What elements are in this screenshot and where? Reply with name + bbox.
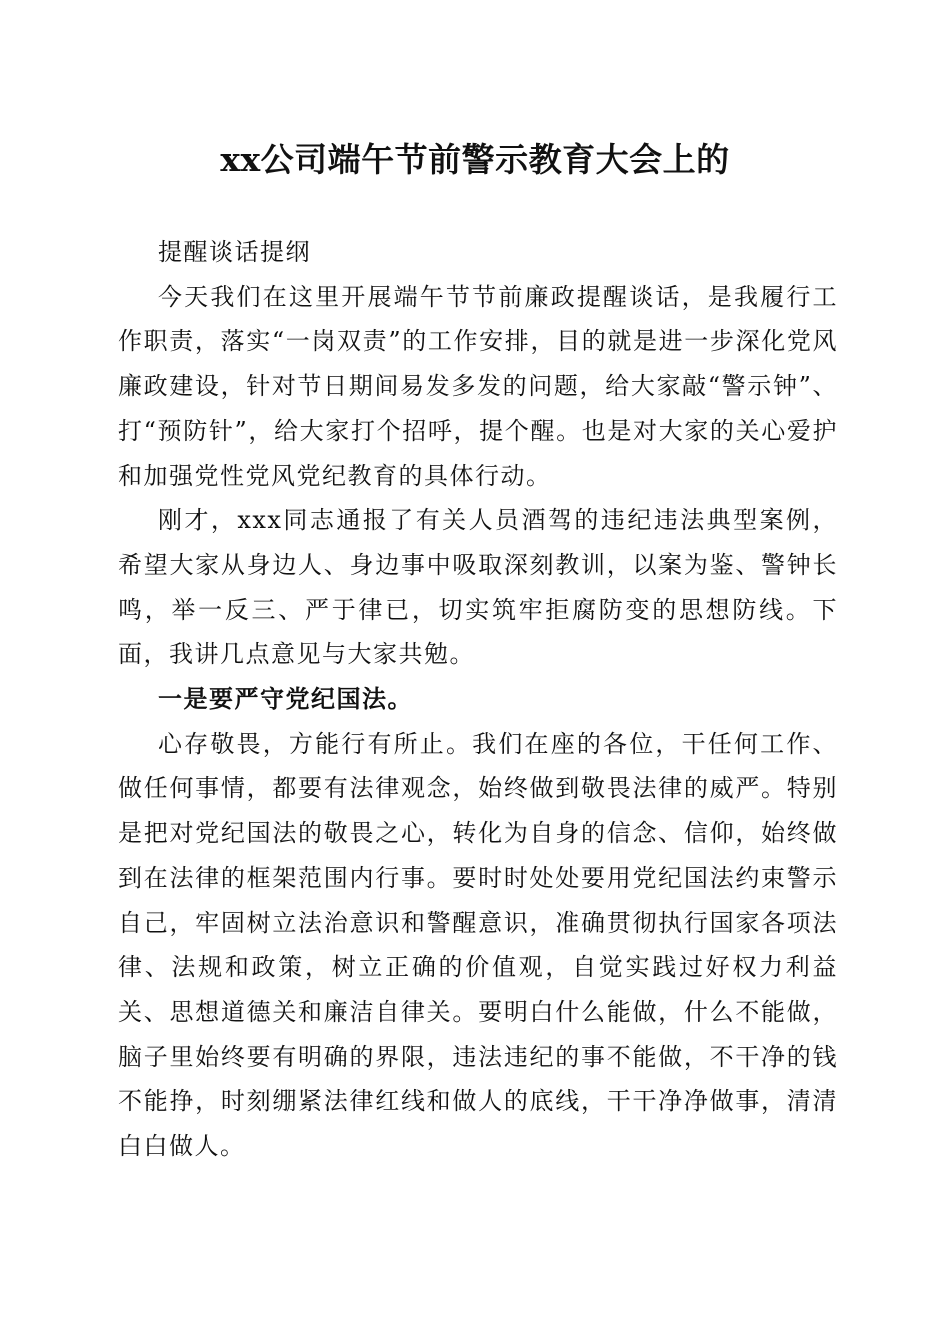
document-title: xx公司端午节前警示教育大会上的 [220, 140, 730, 179]
document-body [118, 230, 838, 1169]
case-report-paragraph: 刚才，xxx同志通报了有关人员酒驾的违纪违法典型案例，希望大家从身边人、身边事中吸取深刻教训，以案为鉴、警钟长鸣，举一反三、严于律已，切实筑牢拒腐防变的思想防线。下面，我讲几点意见与大家共勉。 [118, 506, 838, 669]
section-body-paragraph: 心存敬畏，方能行有所止。我们在座的各位，干任何工作、做任何事情，都要有法律观念，始终做到敬畏法律的威严。特别是把对党纪国法的敬畏之心，转化为自身的信念、信仰，始终做到在法律的框架范围内行事。要时时处处要用党纪国法约束警示自己，牢固树立法治意识和警醒意识，准确贯彻执行国家各项法律、法规和政策，树立正确的价值观，自觉实践过好权力利益关、思想道德关和廉洁自律关。要明白什么能做，什么不能做，脑子里始终要有明确的界限，违法违纪的事不能做，不干净的钱不能挣，时刻绷紧法律红线和做人的底线，干干净净做事，清清白白做人。 [118, 729, 838, 1161]
section-heading: 一是要严守党纪国法。 [158, 684, 413, 714]
intro-paragraph: 今天我们在这里开展端午节节前廉政提醒谈话，是我履行工作职责，落实“一岗双责”的工作安排，目的就是进一步深化党风廉政建设，针对节日期间易发多发的问题，给大家敲“警示钟”、打“预防针”，给大家打个招呼，提个醒。也是对大家的关心爱护和加强党性党风党纪教育的具体行动。 [118, 282, 838, 490]
subtitle-paragraph: 提醒谈话提纲 [158, 238, 311, 266]
